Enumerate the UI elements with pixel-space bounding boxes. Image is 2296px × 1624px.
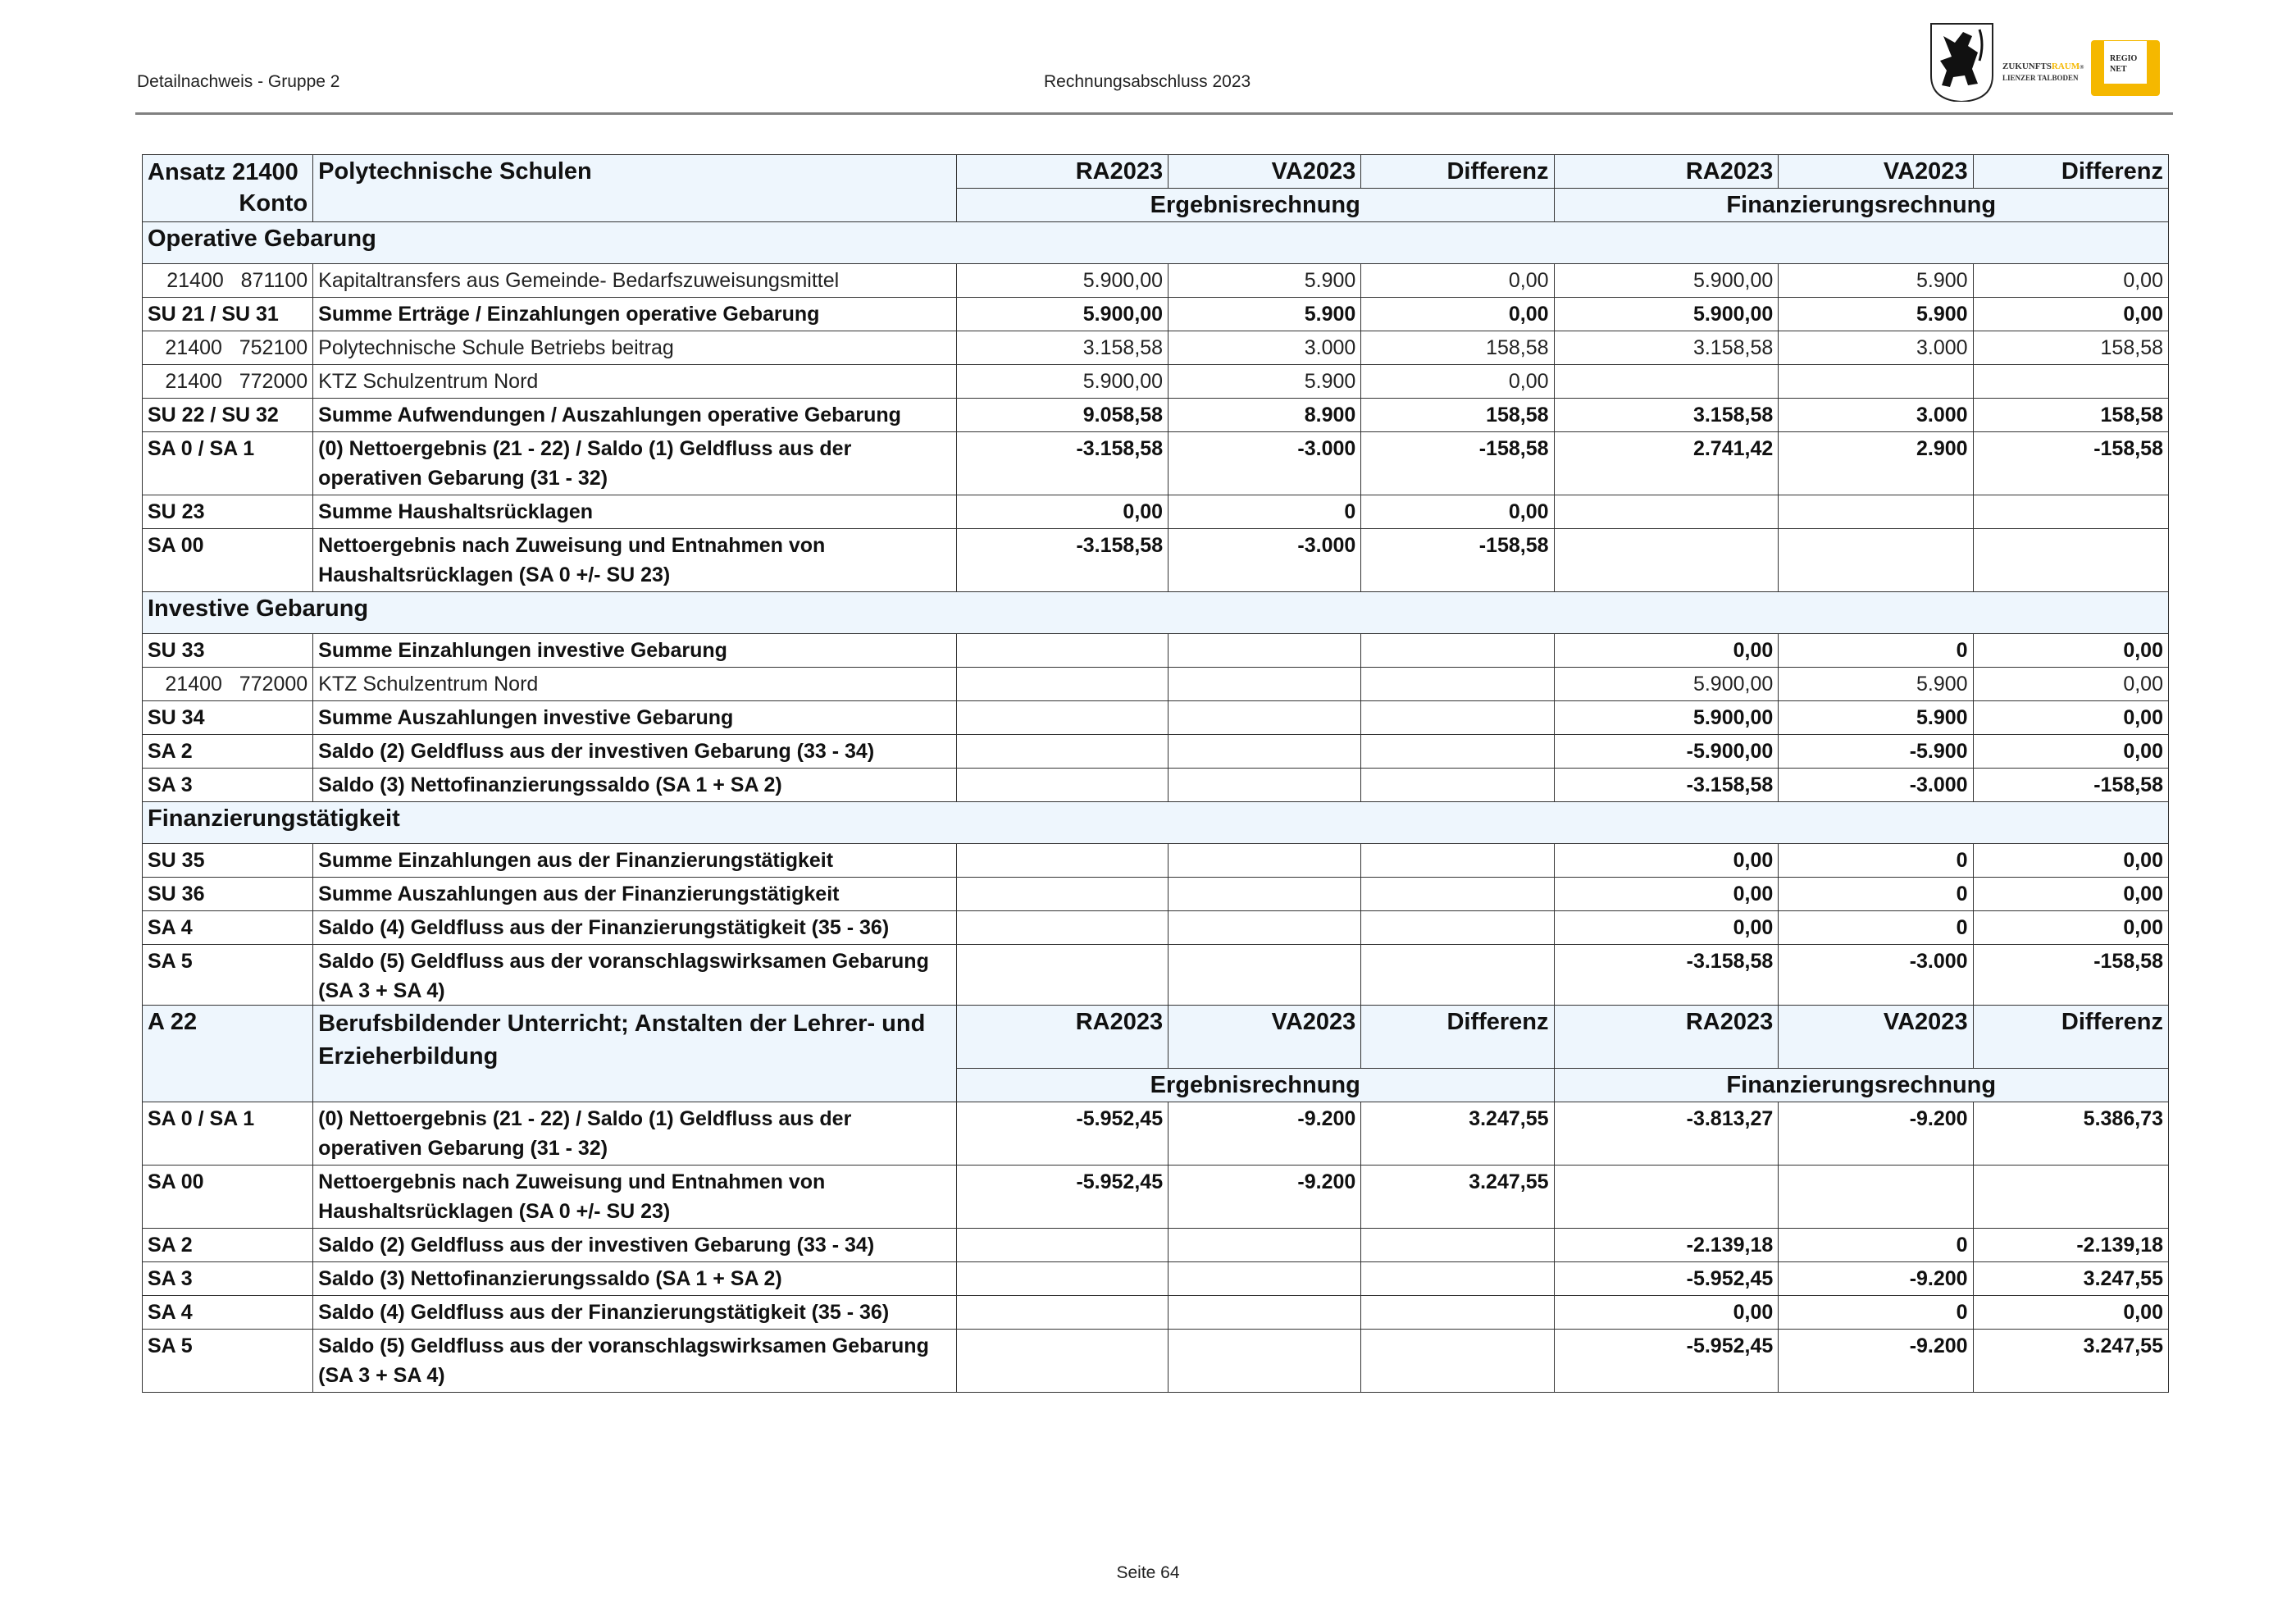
value-va-finanz: 0	[1779, 844, 1973, 878]
value-va-finanz: 3.000	[1779, 399, 1973, 432]
value-va-finanz: 3.000	[1779, 331, 1973, 365]
group-finanzierungsrechnung: Finanzierungsrechnung	[1554, 1069, 2168, 1102]
value-va-finanz: 5.900	[1779, 668, 1973, 701]
value-va-ergebnis: 5.900	[1168, 264, 1361, 298]
value-diff-ergebnis: 158,58	[1361, 399, 1554, 432]
col-ra-finanz: RA2023	[1554, 155, 1779, 189]
value-diff-ergebnis	[1361, 701, 1554, 735]
row-label: KTZ Schulzentrum Nord	[313, 365, 957, 399]
value-va-ergebnis	[1168, 735, 1361, 769]
table-row	[143, 298, 2169, 331]
logo-text-line1: ZUKUNFTSRAUM®	[2002, 62, 2084, 71]
value-diff-ergebnis	[1361, 1229, 1554, 1262]
value-va-finanz: 0	[1779, 911, 1973, 945]
col-va-finanz: VA2023	[1779, 155, 1973, 189]
table-header-row	[143, 1006, 2169, 1069]
value-diff-finanz: 0,00	[1973, 911, 2168, 945]
table-row	[143, 844, 2169, 878]
col-ra-finanz: RA2023	[1554, 1006, 1779, 1069]
ansatz-title: Polytechnische Schulen	[313, 155, 957, 222]
value-va-ergebnis: 0	[1168, 495, 1361, 529]
value-va-finanz: 2.900	[1779, 432, 1973, 495]
table-row	[143, 878, 2169, 911]
value-ra-finanz	[1554, 1166, 1779, 1229]
col-va-finanz: VA2023	[1779, 1006, 1973, 1069]
table-row	[143, 1262, 2169, 1296]
table-row	[143, 432, 2169, 495]
value-ra-ergebnis: -3.158,58	[956, 529, 1168, 592]
value-va-finanz: 5.900	[1779, 298, 1973, 331]
table-row	[143, 634, 2169, 668]
value-va-ergebnis	[1168, 1229, 1361, 1262]
row-label: Saldo (5) Geldfluss aus der voranschlagswirksamen Gebarung (SA 3 + SA 4)	[313, 945, 957, 1008]
value-va-finanz: -9.200	[1779, 1330, 1973, 1393]
row-label: (0) Nettoergebnis (21 - 22) / Saldo (1) Geldfluss aus der operativen Gebarung (31 - 32)	[313, 1102, 957, 1166]
value-ra-finanz	[1554, 495, 1779, 529]
value-va-ergebnis	[1168, 701, 1361, 735]
value-diff-ergebnis: 3.247,55	[1361, 1102, 1554, 1166]
value-ra-finanz: -5.952,45	[1554, 1262, 1779, 1296]
row-label: KTZ Schulzentrum Nord	[313, 668, 957, 701]
value-ra-finanz: -3.813,27	[1554, 1102, 1779, 1166]
value-ra-ergebnis	[956, 911, 1168, 945]
value-va-ergebnis	[1168, 1296, 1361, 1330]
col-va-ergebnis: VA2023	[1168, 155, 1361, 189]
value-ra-finanz: -5.900,00	[1554, 735, 1779, 769]
a22-code: A 22	[143, 1006, 313, 1102]
value-diff-finanz	[1973, 365, 2168, 399]
table-header-row	[143, 155, 2169, 189]
value-ra-ergebnis: 0,00	[956, 495, 1168, 529]
value-va-ergebnis: 5.900	[1168, 365, 1361, 399]
value-ra-ergebnis	[956, 634, 1168, 668]
value-diff-ergebnis	[1361, 735, 1554, 769]
value-va-ergebnis	[1168, 1330, 1361, 1393]
logo-text-line2: LIENZER TALBODEN	[2002, 74, 2079, 82]
row-code: SA 0 / SA 1	[143, 1102, 313, 1166]
value-diff-finanz: 0,00	[1973, 878, 2168, 911]
row-code: SA 2	[143, 1229, 313, 1262]
value-diff-ergebnis: -158,58	[1361, 529, 1554, 592]
table-row	[143, 701, 2169, 735]
value-diff-finanz: -158,58	[1973, 432, 2168, 495]
value-diff-finanz: 0,00	[1973, 844, 2168, 878]
row-code: SU 36	[143, 878, 313, 911]
row-code: 21400 871100	[143, 264, 313, 298]
value-ra-finanz: -3.158,58	[1554, 945, 1779, 1008]
row-label: Kapitaltransfers aus Gemeinde- Bedarfszuweisungsmittel	[313, 264, 957, 298]
value-ra-finanz: 0,00	[1554, 878, 1779, 911]
page-number: Seite 64	[1116, 1563, 1180, 1582]
row-code: SA 3	[143, 1262, 313, 1296]
value-ra-finanz: 5.900,00	[1554, 298, 1779, 331]
value-diff-finanz: -158,58	[1973, 769, 2168, 802]
row-label: (0) Nettoergebnis (21 - 22) / Saldo (1) Geldfluss aus der operativen Gebarung (31 - 32)	[313, 432, 957, 495]
row-label: Nettoergebnis nach Zuweisung und Entnahmen von Haushaltsrücklagen (SA 0 +/- SU 23)	[313, 1166, 957, 1229]
value-diff-finanz: 0,00	[1973, 701, 2168, 735]
value-ra-finanz: 2.741,42	[1554, 432, 1779, 495]
row-code: 21400 772000	[143, 668, 313, 701]
value-diff-ergebnis: 158,58	[1361, 331, 1554, 365]
section-title: Investive Gebarung	[143, 592, 2169, 634]
row-label: Saldo (4) Geldfluss aus der Finanzierungstätigkeit (35 - 36)	[313, 1296, 957, 1330]
value-ra-ergebnis: 3.158,58	[956, 331, 1168, 365]
header-center-title: Rechnungsabschluss 2023	[1044, 72, 1251, 91]
value-ra-ergebnis	[956, 878, 1168, 911]
section-title: Operative Gebarung	[143, 222, 2169, 264]
row-code: SA 4	[143, 911, 313, 945]
logo	[1927, 20, 2181, 102]
section-header-row	[143, 222, 2169, 264]
value-va-finanz	[1779, 365, 1973, 399]
header-divider	[135, 112, 2173, 115]
row-label: Summe Erträge / Einzahlungen operative Gebarung	[313, 298, 957, 331]
value-diff-ergebnis: 0,00	[1361, 264, 1554, 298]
value-va-finanz: 5.900	[1779, 701, 1973, 735]
row-code: SU 21 / SU 31	[143, 298, 313, 331]
value-va-ergebnis	[1168, 1262, 1361, 1296]
row-code: SA 5	[143, 1330, 313, 1393]
konto-label: Konto	[239, 190, 308, 217]
row-label: Summe Haushaltsrücklagen	[313, 495, 957, 529]
col-diff-finanz: Differenz	[1973, 155, 2168, 189]
value-ra-finanz: 0,00	[1554, 911, 1779, 945]
value-va-ergebnis	[1168, 911, 1361, 945]
value-diff-ergebnis	[1361, 1330, 1554, 1393]
table-row	[143, 1166, 2169, 1229]
value-diff-finanz: 158,58	[1973, 331, 2168, 365]
value-ra-ergebnis: 5.900,00	[956, 298, 1168, 331]
table-row	[143, 769, 2169, 802]
row-label: Saldo (5) Geldfluss aus der voranschlagswirksamen Gebarung (SA 3 + SA 4)	[313, 1330, 957, 1393]
col-ra-ergebnis: RA2023	[956, 155, 1168, 189]
value-va-finanz: 0	[1779, 878, 1973, 911]
group-finanzierungsrechnung: Finanzierungsrechnung	[1554, 189, 2168, 222]
ansatz-21400-table	[142, 154, 2169, 1008]
value-ra-ergebnis	[956, 844, 1168, 878]
row-code: SA 4	[143, 1296, 313, 1330]
value-ra-ergebnis	[956, 769, 1168, 802]
value-ra-ergebnis: -5.952,45	[956, 1166, 1168, 1229]
value-ra-finanz: 0,00	[1554, 844, 1779, 878]
table-row	[143, 1102, 2169, 1166]
value-ra-ergebnis: 5.900,00	[956, 365, 1168, 399]
row-code: SU 23	[143, 495, 313, 529]
row-label: Saldo (4) Geldfluss aus der Finanzierungstätigkeit (35 - 36)	[313, 911, 957, 945]
value-diff-finanz	[1973, 529, 2168, 592]
row-label: Summe Auszahlungen aus der Finanzierungstätigkeit	[313, 878, 957, 911]
value-diff-ergebnis: 0,00	[1361, 365, 1554, 399]
value-diff-ergebnis: 0,00	[1361, 298, 1554, 331]
section-title: Finanzierungstätigkeit	[143, 802, 2169, 844]
row-label: Summe Einzahlungen aus der Finanzierungstätigkeit	[313, 844, 957, 878]
row-label: Saldo (2) Geldfluss aus der investiven Gebarung (33 - 34)	[313, 735, 957, 769]
value-va-finanz: 0	[1779, 1296, 1973, 1330]
value-va-ergebnis: -3.000	[1168, 432, 1361, 495]
ansatz-code-cell	[143, 155, 313, 222]
table-row	[143, 495, 2169, 529]
value-va-ergebnis	[1168, 945, 1361, 1008]
value-diff-ergebnis	[1361, 769, 1554, 802]
row-label: Summe Auszahlungen investive Gebarung	[313, 701, 957, 735]
value-va-finanz: 0	[1779, 1229, 1973, 1262]
value-diff-finanz: -2.139,18	[1973, 1229, 2168, 1262]
table-row	[143, 399, 2169, 432]
row-code: SU 34	[143, 701, 313, 735]
logo-regio-text: REGIO	[2110, 54, 2138, 63]
value-ra-ergebnis	[956, 1296, 1168, 1330]
value-ra-ergebnis	[956, 1262, 1168, 1296]
value-diff-finanz	[1973, 495, 2168, 529]
value-va-ergebnis: 8.900	[1168, 399, 1361, 432]
value-diff-finanz: 0,00	[1973, 1296, 2168, 1330]
value-ra-finanz: -2.139,18	[1554, 1229, 1779, 1262]
value-ra-ergebnis: 5.900,00	[956, 264, 1168, 298]
value-va-finanz: -9.200	[1779, 1102, 1973, 1166]
value-ra-finanz: 0,00	[1554, 1296, 1779, 1330]
col-diff-ergebnis: Differenz	[1361, 155, 1554, 189]
value-diff-finanz	[1973, 1166, 2168, 1229]
value-va-finanz: 5.900	[1779, 264, 1973, 298]
group-ergebnisrechnung: Ergebnisrechnung	[956, 189, 1554, 222]
row-code: SU 33	[143, 634, 313, 668]
row-code: SA 2	[143, 735, 313, 769]
value-diff-ergebnis	[1361, 668, 1554, 701]
value-diff-ergebnis: 3.247,55	[1361, 1166, 1554, 1229]
row-code: 21400 772000	[143, 365, 313, 399]
row-code: SU 22 / SU 32	[143, 399, 313, 432]
value-va-ergebnis	[1168, 844, 1361, 878]
table-row	[143, 668, 2169, 701]
table-row	[143, 1296, 2169, 1330]
a22-table	[142, 1005, 2169, 1393]
value-va-finanz: -9.200	[1779, 1262, 1973, 1296]
table-row	[143, 735, 2169, 769]
value-ra-ergebnis	[956, 945, 1168, 1008]
value-diff-ergebnis	[1361, 945, 1554, 1008]
value-va-ergebnis	[1168, 769, 1361, 802]
col-diff-finanz: Differenz	[1973, 1006, 2168, 1069]
value-va-finanz: -3.000	[1779, 769, 1973, 802]
row-label: Summe Einzahlungen investive Gebarung	[313, 634, 957, 668]
value-ra-finanz: -5.952,45	[1554, 1330, 1779, 1393]
table-row	[143, 331, 2169, 365]
value-diff-finanz: 0,00	[1973, 264, 2168, 298]
row-label: Polytechnische Schule Betriebs beitrag	[313, 331, 957, 365]
value-diff-ergebnis	[1361, 911, 1554, 945]
col-diff-ergebnis: Differenz	[1361, 1006, 1554, 1069]
value-ra-ergebnis	[956, 1229, 1168, 1262]
table-row	[143, 911, 2169, 945]
value-diff-finanz: 3.247,55	[1973, 1330, 2168, 1393]
row-code: 21400 752100	[143, 331, 313, 365]
value-ra-ergebnis	[956, 1330, 1168, 1393]
value-diff-finanz: 0,00	[1973, 735, 2168, 769]
value-va-finanz	[1779, 495, 1973, 529]
value-va-ergebnis: 3.000	[1168, 331, 1361, 365]
section-header-row	[143, 592, 2169, 634]
value-ra-ergebnis	[956, 735, 1168, 769]
value-ra-finanz: 3.158,58	[1554, 399, 1779, 432]
row-code: SA 0 / SA 1	[143, 432, 313, 495]
value-va-ergebnis: 5.900	[1168, 298, 1361, 331]
row-label: Saldo (3) Nettofinanzierungssaldo (SA 1 + SA 2)	[313, 1262, 957, 1296]
group-ergebnisrechnung: Ergebnisrechnung	[956, 1069, 1554, 1102]
row-code: SA 3	[143, 769, 313, 802]
col-va-ergebnis: VA2023	[1168, 1006, 1361, 1069]
logo-graphic	[1927, 20, 2181, 102]
row-code: SA 5	[143, 945, 313, 1008]
value-ra-ergebnis	[956, 701, 1168, 735]
value-ra-finanz: 3.158,58	[1554, 331, 1779, 365]
value-ra-finanz: 5.900,00	[1554, 668, 1779, 701]
table-row	[143, 365, 2169, 399]
table-row	[143, 1229, 2169, 1262]
value-diff-finanz: -158,58	[1973, 945, 2168, 1008]
value-ra-finanz	[1554, 365, 1779, 399]
value-diff-ergebnis	[1361, 1296, 1554, 1330]
value-va-finanz: -3.000	[1779, 945, 1973, 1008]
table-row	[143, 945, 2169, 1008]
value-ra-finanz	[1554, 529, 1779, 592]
row-code: SA 00	[143, 529, 313, 592]
value-ra-ergebnis: -3.158,58	[956, 432, 1168, 495]
value-ra-ergebnis: 9.058,58	[956, 399, 1168, 432]
header-left-title: Detailnachweis - Gruppe 2	[137, 72, 340, 91]
section-header-row	[143, 802, 2169, 844]
value-diff-finanz: 5.386,73	[1973, 1102, 2168, 1166]
value-ra-ergebnis: -5.952,45	[956, 1102, 1168, 1166]
value-va-finanz	[1779, 1166, 1973, 1229]
value-ra-finanz: 5.900,00	[1554, 264, 1779, 298]
row-label: Saldo (3) Nettofinanzierungssaldo (SA 1 + SA 2)	[313, 769, 957, 802]
row-code: SA 00	[143, 1166, 313, 1229]
value-diff-ergebnis: 0,00	[1361, 495, 1554, 529]
value-va-ergebnis	[1168, 634, 1361, 668]
a22-title: Berufsbildender Unterricht; Anstalten der Lehrer- und Erzieherbildung	[313, 1006, 957, 1102]
value-diff-finanz: 0,00	[1973, 634, 2168, 668]
ansatz-code: Ansatz 21400	[148, 159, 298, 185]
row-label: Nettoergebnis nach Zuweisung und Entnahmen von Haushaltsrücklagen (SA 0 +/- SU 23)	[313, 529, 957, 592]
value-diff-ergebnis	[1361, 634, 1554, 668]
table-row	[143, 1330, 2169, 1393]
table-row	[143, 264, 2169, 298]
value-diff-finanz: 0,00	[1973, 298, 2168, 331]
value-va-ergebnis: -3.000	[1168, 529, 1361, 592]
value-diff-finanz: 3.247,55	[1973, 1262, 2168, 1296]
value-va-ergebnis	[1168, 668, 1361, 701]
value-ra-finanz: -3.158,58	[1554, 769, 1779, 802]
value-ra-ergebnis	[956, 668, 1168, 701]
value-diff-ergebnis	[1361, 878, 1554, 911]
value-diff-ergebnis	[1361, 844, 1554, 878]
value-va-ergebnis: -9.200	[1168, 1102, 1361, 1166]
value-va-finanz: -5.900	[1779, 735, 1973, 769]
value-diff-ergebnis	[1361, 1262, 1554, 1296]
value-va-ergebnis	[1168, 878, 1361, 911]
col-ra-ergebnis: RA2023	[956, 1006, 1168, 1069]
value-diff-ergebnis: -158,58	[1361, 432, 1554, 495]
value-diff-finanz: 158,58	[1973, 399, 2168, 432]
row-label: Saldo (2) Geldfluss aus der investiven Gebarung (33 - 34)	[313, 1229, 957, 1262]
griffin-shield-icon	[1931, 24, 1993, 102]
value-diff-finanz: 0,00	[1973, 668, 2168, 701]
value-va-finanz	[1779, 529, 1973, 592]
row-code: SU 35	[143, 844, 313, 878]
table-row	[143, 529, 2169, 592]
value-va-ergebnis: -9.200	[1168, 1166, 1361, 1229]
row-label: Summe Aufwendungen / Auszahlungen operative Gebarung	[313, 399, 957, 432]
value-ra-finanz: 5.900,00	[1554, 701, 1779, 735]
value-ra-finanz: 0,00	[1554, 634, 1779, 668]
value-va-finanz: 0	[1779, 634, 1973, 668]
logo-net-text: NET	[2110, 65, 2127, 74]
